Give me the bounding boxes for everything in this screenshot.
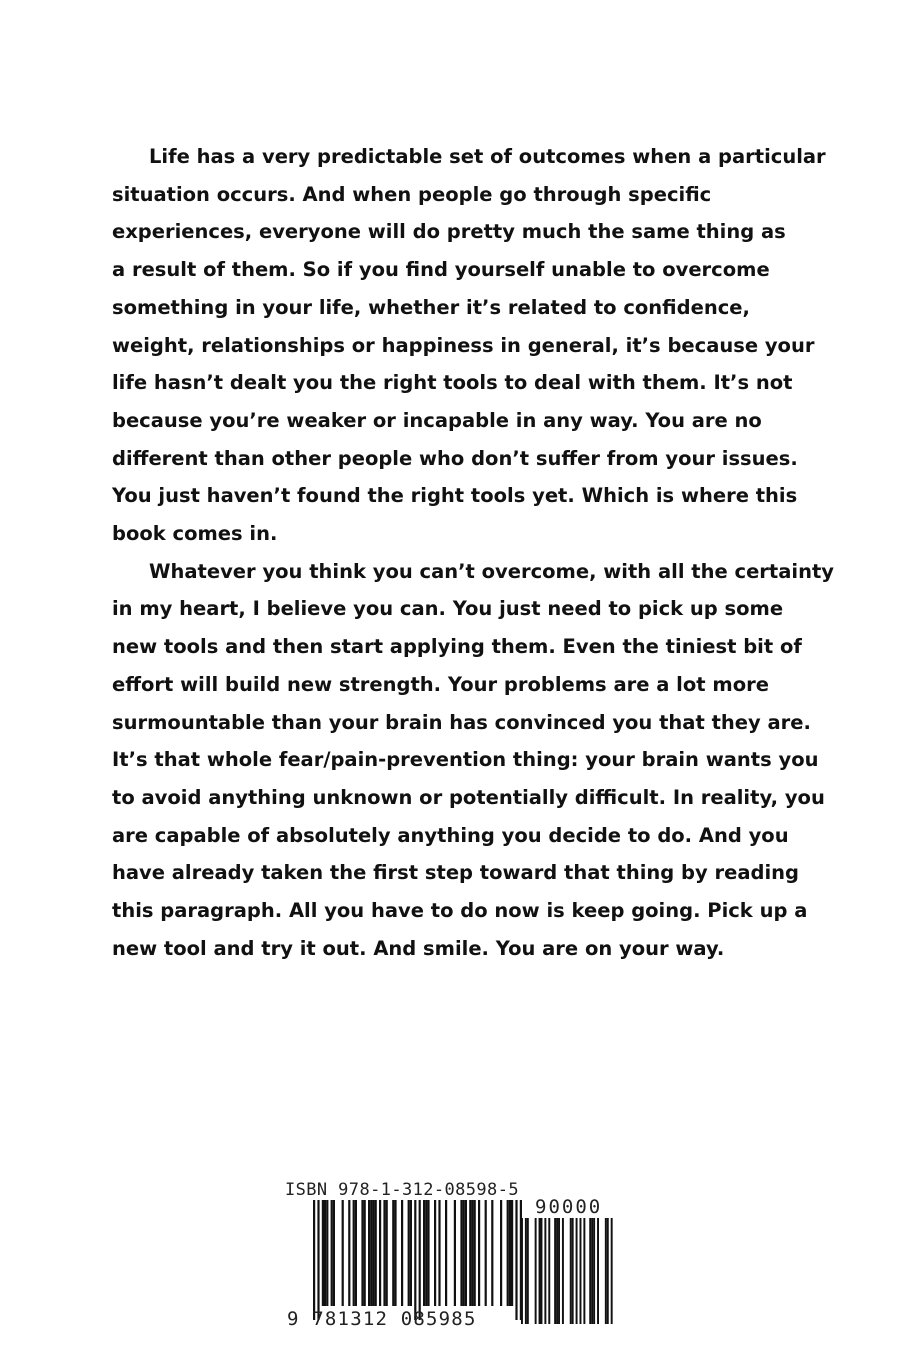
text-line: Whatever you think you can’t overcome, with all the certainty [149,559,834,583]
barcode-bar [408,1200,410,1306]
barcode-bar [558,1218,560,1324]
barcode-bar [607,1218,609,1324]
barcode-bar [368,1200,370,1306]
barcode-bar [324,1200,326,1306]
barcode-bar [353,1200,355,1306]
text-line: new tools and then start applying them. Even the tiniest bit of [112,635,802,659]
barcode-bar [379,1200,381,1306]
text-line: to avoid anything unknown or potentially difficult. In reality, you [112,785,825,809]
barcode-bar [593,1218,595,1324]
barcode-bar [361,1200,363,1306]
barcode-bar [454,1200,456,1306]
barcode-bar [355,1200,357,1306]
barcode-bar [401,1200,403,1306]
text-line: situation occurs. And when people go through specific [112,182,712,206]
barcode-bar [423,1200,425,1306]
barcode-bar [576,1218,578,1324]
barcode-bar [556,1218,558,1324]
text-line: It’s that whole fear/pain-prevention thing: your brain wants you [112,748,819,772]
barcode-bar [597,1218,599,1324]
barcode-bar [572,1218,574,1324]
barcode-bar [370,1200,372,1306]
barcode-bar [605,1218,607,1324]
barcode-bar [570,1218,572,1324]
barcode-bar [463,1200,465,1306]
barcode-bar [548,1218,550,1324]
barcode-bar [414,1200,416,1320]
barcode-bar [554,1218,556,1324]
barcode-bar [394,1200,396,1306]
barcode-bar [392,1200,394,1306]
barcode-bar [507,1200,509,1306]
barcode-bar [469,1200,471,1306]
barcode-bar [539,1218,541,1324]
barcode-bar [438,1200,440,1306]
barcode-bar [491,1200,493,1306]
barcode-bar [331,1200,333,1306]
barcode-bar [591,1218,593,1324]
text-line: because you’re weaker or incapable in any way. You are no [112,408,762,432]
barcode-bar [471,1200,473,1306]
text-line: in my heart, I believe you can. You just need to pick up some [112,597,784,621]
price-code: 90000 [535,1196,603,1218]
text-line: You just haven’t found the right tools yet. Which is where this [112,484,798,508]
text-line: Life has a very predictable set of outcomes when a particular [149,145,826,168]
barcode-bar [342,1200,344,1306]
barcode-bar [465,1200,467,1306]
barcode-bar [364,1200,366,1306]
barcode-bar [372,1200,374,1306]
barcode-bar [562,1218,564,1324]
barcode-bar [322,1200,324,1306]
barcode-bar [535,1218,537,1324]
text-line: a result of them. So if you find yourself unable to overcome [112,258,770,282]
barcode-bar [410,1200,412,1306]
text-line: are capable of absolutely anything you decide to do. And you [112,823,789,847]
barcode-bar [333,1200,335,1306]
barcode-bar [583,1218,585,1324]
barcode-bar [485,1200,487,1306]
barcode-bar [511,1200,513,1306]
ean-digits: 9 781312 085985 [287,1308,477,1330]
barcode-bar [611,1218,613,1324]
barcode-bar [445,1200,447,1306]
barcode-bar [478,1200,480,1306]
barcode-bar [427,1200,429,1306]
text-line: surmountable than your brain has convinced you that they are. [112,710,811,734]
barcode-bar [474,1200,476,1306]
text-line: new tool and try it out. And smile. You are on your way. [112,936,725,960]
text-line: effort will build new strength. Your problems are a lot more [112,672,769,696]
barcode-bar [317,1200,319,1320]
barcode-bar [425,1200,427,1306]
text-line: weight, relationships or happiness in general, it’s because your [112,333,815,357]
text-line: different than other people who don’t suffer from your issues. [112,446,798,470]
barcode-bar [419,1200,421,1320]
barcode-bar [589,1218,591,1324]
barcode-bar [375,1200,377,1306]
barcode-bar [434,1200,436,1306]
barcode-bar [386,1200,388,1306]
text-line: experiences, everyone will do pretty much the same thing as [112,220,786,244]
barcode-bar [541,1218,543,1324]
paragraph-1 [112,138,826,553]
text-line: this paragraph. All you have to do now is keep going. Pick up a [112,899,808,923]
barcode-bar [527,1218,529,1324]
barcode-bar [383,1200,385,1306]
text-line: have already taken the first step toward that thing by reading [112,861,799,885]
text-line: something in your life, whether it’s related to confidence, [112,295,750,319]
barcode-bar [521,1218,523,1324]
barcode-bar [313,1200,315,1320]
barcode-bar [515,1200,517,1320]
barcode-bar [348,1200,350,1306]
isbn-barcode [285,1180,625,1330]
barcode-bar [509,1200,511,1306]
isbn-label: ISBN 978-1-312-08598-5 [285,1180,519,1200]
paragraph-2 [112,553,834,968]
barcode-bar [326,1200,328,1306]
text-line: life hasn’t dealt you the right tools to deal with them. It’s not [112,371,793,395]
barcode-bar [580,1218,582,1324]
barcode-bar [525,1218,527,1324]
text-line: book comes in. [112,522,278,546]
body-text [112,138,834,967]
barcode-bar [460,1200,462,1306]
barcode-bar [544,1218,546,1324]
barcode-bar [500,1200,502,1306]
